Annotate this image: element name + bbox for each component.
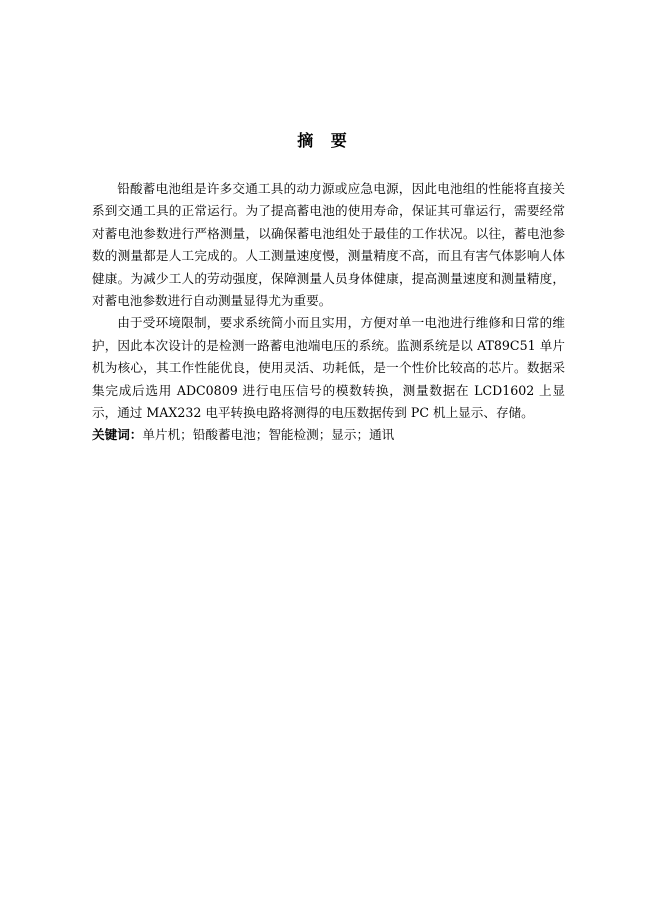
keywords-line: [92, 424, 565, 446]
abstract-title: 摘 要: [297, 131, 353, 150]
abstract-paragraph-2: 由于受环境限制，要求系统简小而且实用，方便对单一电池进行维修和日常的维护，因此本次设计的是检测一路蓄电池端电压的系统。监测系统是以 AT89C51 单片机为核心，其工作性能优良，使用灵活、功耗低，是一个性价比较高的芯片。数据采集完成后选用 ADC0809 进行电压信号的模数转换，测量数据在 LCD1602 上显示，通过 MAX232 电平转换电路将测得的电压数据传到 PC 机上显示、存储。: [92, 315, 565, 421]
abstract-paragraph-1: 铅酸蓄电池组是许多交通工具的动力源或应急电源，因此电池组的性能将直接关系到交通工具的正常运行。为了提高蓄电池的使用寿命，保证其可靠运行，需要经常对蓄电池参数进行严格测量，以确保蓄电池组处于最佳的工作状况。以往，蓄电池参数的测量都是人工完成的。人工测量速度慢，测量精度不高，而且有害气体影响人体健康。为减少工人的劳动强度，保障测量人员身体健康，提高测量速度和测量精度，对蓄电池参数进行自动测量显得尤为重要。: [92, 181, 565, 309]
keywords-text: 单片机；铅酸蓄电池；智能检测；显示；通讯: [142, 427, 395, 443]
abstract-body: [92, 178, 565, 447]
keywords-label: 关键词：: [92, 427, 143, 443]
